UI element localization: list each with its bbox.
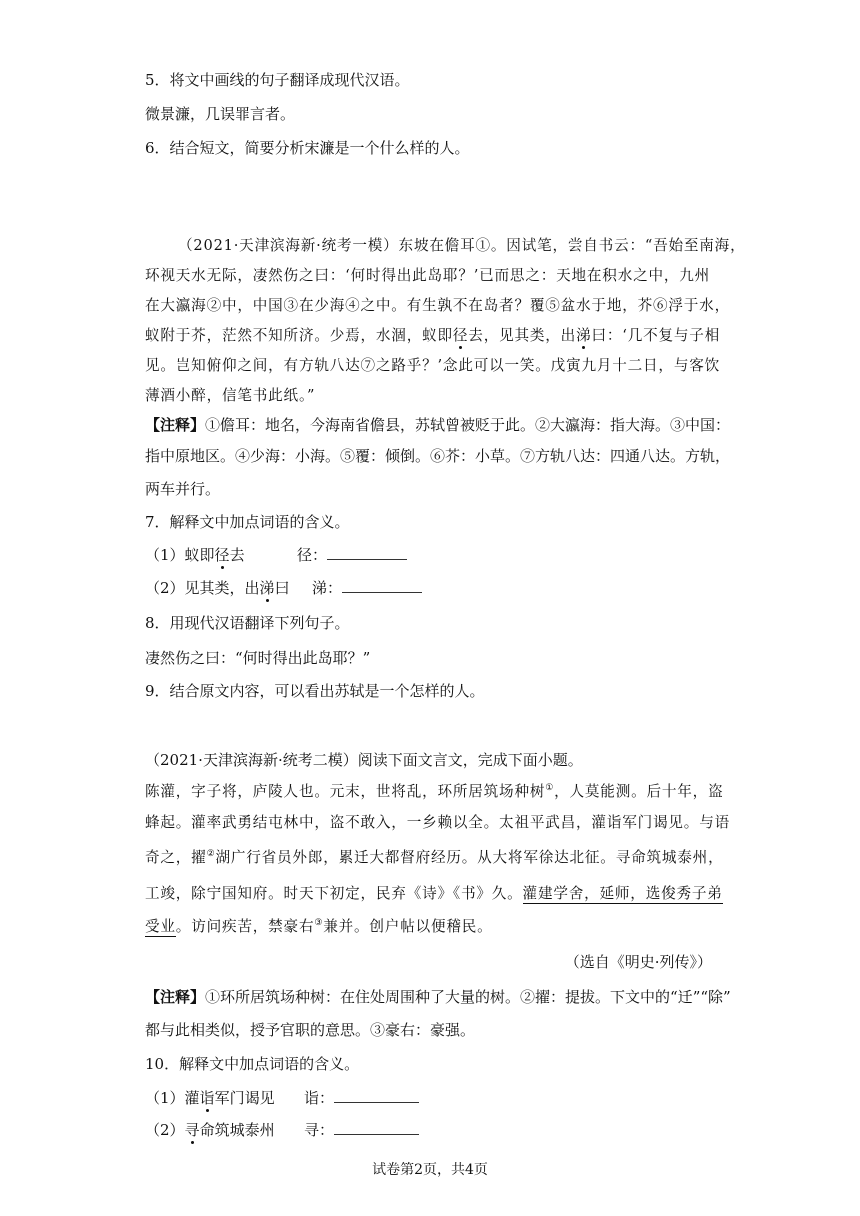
passage3-line-3: 奇之，擢②湖广行省员外郎，累迁大都督府经历。从大将军徐达北征。寻命筑城泰州， [145,849,724,866]
passage3-line-4: 工竣，除宁国知府。时天下初定，民弃《诗》《书》久。灌建学舍，延师，选俊秀子弟 [145,885,723,902]
notes-tag: 【注释】 [145,988,206,1006]
q7-item-2-answer[interactable]: 涕： [312,578,422,598]
q9-title: 9．结合原文内容，可以看出苏轼是一个怎样的人。 [145,682,485,700]
notes-tag: 【注释】 [145,416,206,434]
q7-title: 7．解释文中加点词语的含义。 [145,513,350,531]
passage2-line-6: 薄酒小醉，信笔书此纸。” [145,387,316,404]
q10-item-2: （2）寻命筑城泰州 [145,1121,275,1139]
passage2-line-3: 在大瀛海②中，中国③在少海④之中。有生孰不在岛者？覆⑤盆水于地，芥⑥浮于水， [145,297,730,314]
q8-title: 8．用现代汉语翻译下列句子。 [145,614,350,632]
passage3-intro: （2021·天津滨海新·统考二模）阅读下面文言文，完成下面小题。 [145,751,583,769]
notes2-line-1: 【注释】①儋耳：地名，今海南省儋县，苏轼曾被贬于此。②大瀛海：指大海。③中国： [145,416,731,434]
q6-title: 6．结合短文，简要分析宋濂是一个什么样的人。 [145,139,470,157]
q10-title: 10．解释文中加点词语的含义。 [145,1055,360,1073]
passage3-line-5: 受业。访问疾苦，禁豪右③兼并。创户帖以便稽民。 [145,918,493,935]
q5-sentence: 微景濂，几误罪言者。 [145,105,296,123]
notes2-line-3: 两车并行。 [145,480,221,498]
answer-blank [334,1120,419,1135]
passage3-source: （选自《明史·列传》） [564,953,712,971]
q10-item-1-answer[interactable]: 诣： [304,1088,419,1108]
q7-item-1-answer[interactable]: 径： [297,545,407,565]
notes3-line-2: 都与此相类似，授予官职的意思。③豪右：豪强。 [145,1021,476,1039]
passage2-line-4: 蚁附于芥，茫然不知所济。少焉，水涸，蚁即径去，见其类，出涕曰：‘几不复与子相 [145,327,721,344]
q8-sentence: 凄然伤之曰：“何时得出此岛耶？” [145,649,371,667]
answer-blank [334,1088,419,1103]
q7-item-1: （1）蚁即径去 [145,546,245,564]
notes2-line-2: 指中原地区。④少海：小海。⑤覆：倾倒。⑥芥：小草。⑦方轨八达：四通八达。方轨， [145,447,731,465]
emphasis-dot-jing: 径 [452,327,469,344]
answer-blank [342,578,422,593]
q10-item-2-answer[interactable]: 寻： [304,1120,419,1140]
passage3-line-1: 陈灌，字子将，庐陵人也。元末，世将乱，环所居筑场种树①，人莫能测。后十年，盗 [145,783,724,800]
q7-item-2: （2）见其类，出涕曰 [145,579,290,597]
passage2-line-1: （2021·天津滨海新·统考一模）东坡在儋耳①。因试笔，尝自书云：“吾始至南海， [178,237,746,254]
emphasis-dot-ti: 涕 [576,327,592,344]
page-footer: 试卷第2页，共4页 [372,1162,488,1178]
passage2-line-2: 环视天水无际，凄然伤之曰：‘何时得出此岛耶？’已而思之：天地在积水之中，九州 [145,267,711,284]
underlined-sentence-end: 受业 [145,918,176,935]
q10-item-1: （1）灌诣军门谒见 [145,1089,275,1107]
q5-title: 5．将文中画线的句子翻译成现代汉语。 [145,71,410,89]
underlined-sentence: 灌建学舍，延师，选俊秀子弟 [522,885,723,902]
passage2-line-5: 见。岂知俯仰之间，有方轨八达⑦之路乎？’念此可以一笑。戊寅九月十二日，与客饮 [145,357,721,374]
notes3-line-1: 【注释】①环所居筑场种树：在住处周围种了大量的树。②擢：提拔。下文中的“迁”“除” [145,988,731,1006]
passage3-line-2: 蜂起。灌率武勇结屯林中，盗不敢入，一乡赖以全。太祖平武昌，灌诣军门谒见。与语 [145,814,730,831]
answer-blank [327,545,407,560]
